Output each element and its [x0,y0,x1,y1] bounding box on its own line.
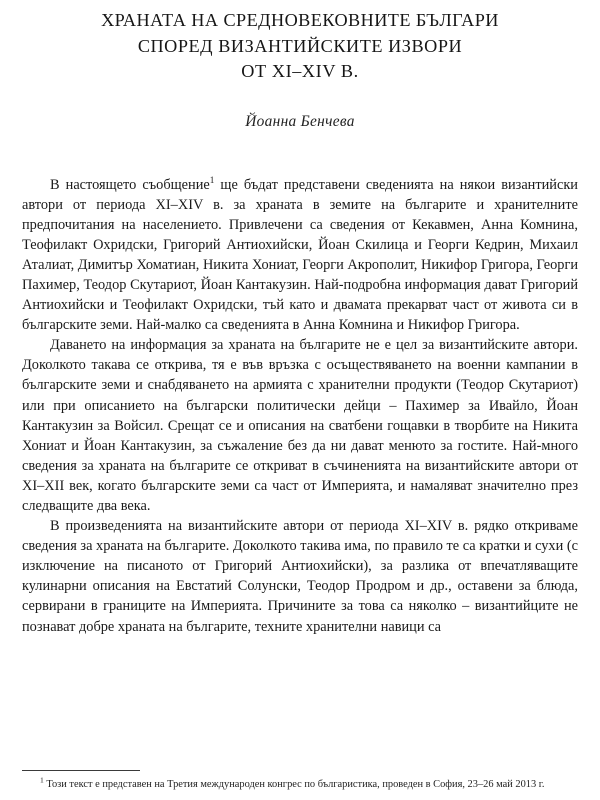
title-line-3: ОТ XI–XIV В. [241,61,359,81]
paragraph-1-text: В настоящето съобщение$^1$ ще бъдат представени сведенията на някои византийски автори от периода XI–XIV в. за храната в земите на българите и хранителните предпочитания на населението. Привлечени са сведения от Кекавмен, Анна Комнина, Теофилакт Охридски, Григорий Антиохийски, Йоан Скилица и Георги Кедрин, Михаил Аталиат, Димитър Хоматиан, Никита Хониат, Георги Акрополит, Никифор Григора, Георги Пахимер, Теодор Скутариот, Йоан Кантакузин. Най-подробна информация дават Григорий Антиохийски и Теофилакт Охридски, тъй като и двамата прекарват част от живота си в българските земи. Най-малко са сведенията в Анна Комнина и Никифор Григора. [22,174,578,334]
footnote-reference-1: 1 [209,174,215,185]
footnote-text: Този текст е представен на Третия международен конгрес по българистика, проведен в София, 23–26 май 2013 г. [46,778,545,790]
page-title [22,8,578,85]
footnote-1 [22,775,578,792]
paragraph-3-text: В произведенията на византийските автори от периода XI–XIV в. рядко откриваме сведения за храната на българите. Доколкото такива има, по правило те са кратки и сухи (с изключение на писаното от Григорий Антиохийски), за разлика от впечатляващите кулинарни описания на Евстатий Солунски, Теодор Продром и др., оставени за блюда, сервирани в границите на Империята. Причините за това са няколко – византийците не познават добре храната на българите, техните хранителни навици са [22,518,579,635]
footnote-area [22,770,578,792]
title-line-2: СПОРЕД ВИЗАНТИЙСКИТЕ ИЗВОРИ [137,35,463,56]
body-paragraph-1 [22,175,578,336]
footnote-separator-rule [22,770,140,771]
title-line-1: ХРАНАТА НА СРЕДНОВЕКОВНИТЕ БЪЛГАРИ [101,10,499,30]
paragraph-2-text: Даването на информация за храната на българите не е цел за византийските автори. Доколкото такава се открива, тя е във връзка с осъществяването на военни кампании в българските земи и снабдяването на армията с хранителни продукти (Теодор Скутариот) или при описанието на български политически дейци – Пахимер за Ивайло, Йоан Кантакузин за Войсил. Срещат се и описания на сватбени гощавки в творбите на Никита Хониат и Йоан Кантакузин, за съжаление без да ни дават менюто за гостите. Най-много сведения за храната на българите се откриват в съчиненията на византийските автори от XI–XII век, когато българските земи са част от Империята, и намаляват значително през следващите два века. [22,337,578,514]
article-body [22,175,578,637]
body-paragraph-3 [22,516,578,637]
body-paragraph-2 [22,335,578,516]
footnote-marker: 1 [40,775,44,785]
author-name: Йоанна Бенчева [245,112,355,130]
